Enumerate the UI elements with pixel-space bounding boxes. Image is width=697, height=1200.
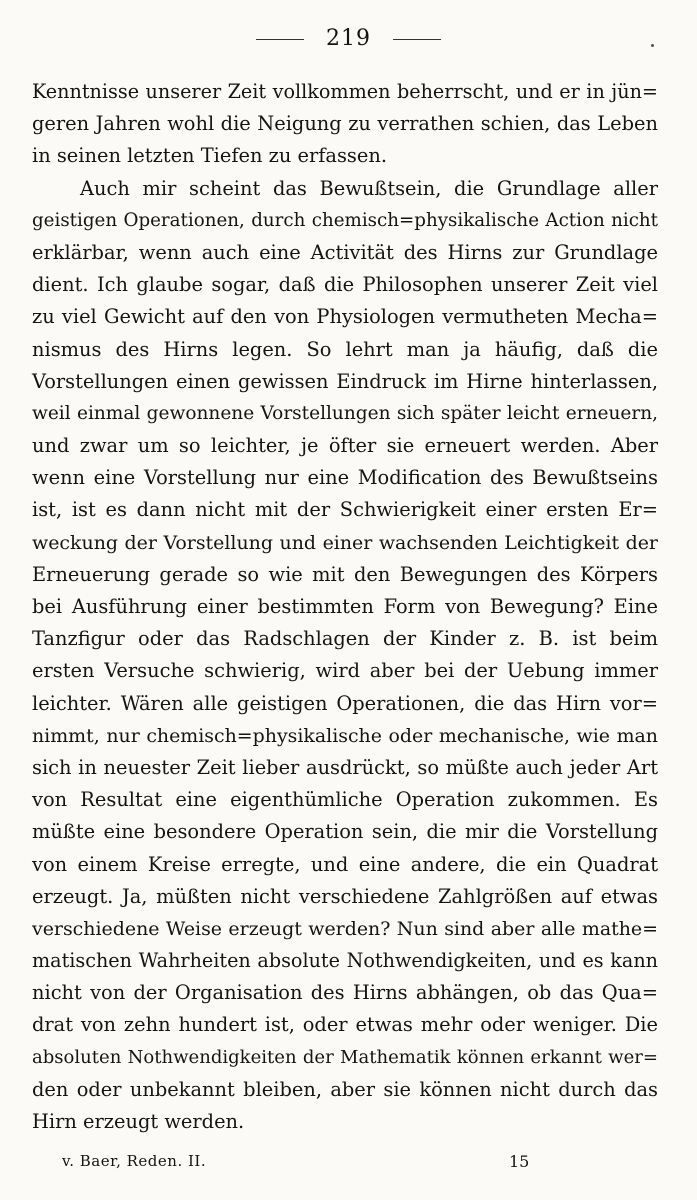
text-line: ersten Versuche schwierig, wird aber bei der Uebung immer	[32, 659, 658, 683]
text-line: drat von zehn hundert ist, oder etwas mehr oder weniger. Die	[32, 1013, 658, 1037]
text-line: Erneuerung gerade so wie mit den Bewegungen des Körpers	[32, 562, 658, 586]
sheet-number: 15	[509, 1152, 530, 1171]
header-rule-right	[393, 39, 441, 40]
text-line: nicht von der Organisation des Hirns abhängen, ob das Qua=	[32, 981, 658, 1005]
text-line: dient. Ich glaube sogar, daß die Philosophen unserer Zeit viel	[32, 273, 658, 297]
margin-dot	[651, 44, 654, 47]
text-line: leichter. Wären alle geistigen Operationen, die das Hirn vor=	[32, 691, 658, 715]
text-line: wenn eine Vorstellung nur eine Modification des Bewußtseins	[32, 466, 658, 490]
text-line: verschiedene Weise erzeugt werden? Nun sind aber alle mathe=	[32, 917, 658, 940]
text-line: müßte eine besondere Operation sein, die mir die Vorstellung	[32, 820, 658, 844]
text-line: weil einmal gewonnene Vorstellungen sich später leicht erneuern,	[32, 402, 658, 424]
text-line: Kenntnisse unserer Zeit vollkommen beherrscht, und er in jün=	[32, 80, 658, 103]
text-line: erklärbar, wenn auch eine Activität des Hirns zur Grundlage	[32, 240, 658, 264]
text-line: sich in neuester Zeit lieber ausdrückt, so müßte auch jeder Art	[32, 755, 658, 779]
text-line: und zwar um so leichter, je öfter sie erneuert werden. Aber	[32, 434, 658, 458]
text-line: ist, ist es dann nicht mit der Schwierigkeit einer ersten Er=	[32, 498, 658, 522]
text-line: geren Jahren wohl die Neigung zu verrathen schien, das Leben	[32, 112, 658, 136]
body-text	[32, 76, 658, 1138]
text-line: matischen Wahrheiten absolute Nothwendigkeiten, und es kann	[32, 949, 658, 973]
text-line: den oder unbekannt bleiben, aber sie können nicht durch das	[32, 1077, 658, 1101]
text-line: von einem Kreise erregte, und eine andere, die ein Quadrat	[32, 852, 658, 876]
text-line: in seinen letzten Tiefen zu erfassen.	[32, 144, 387, 168]
header-rule-left	[256, 39, 304, 40]
text-line: geistigen Operationen, durch chemisch=physikalische Action nicht	[32, 209, 658, 231]
text-line: zu viel Gewicht auf den von Physiologen vermutheten Mecha=	[32, 305, 658, 329]
text-line: Tanzfigur oder das Radschlagen der Kinder z. B. ist beim	[32, 627, 658, 651]
page-header	[0, 26, 697, 51]
page-number: 219	[326, 26, 371, 51]
text-line: nismus des Hirns legen. So lehrt man ja häufig, daß die	[32, 337, 658, 361]
page-footer	[0, 1152, 697, 1176]
text-line: absoluten Nothwendigkeiten der Mathematik können erkannt wer=	[32, 1046, 658, 1068]
text-line: von Resultat eine eigenthümliche Operation zukommen. Es	[32, 788, 658, 812]
text-line: Vorstellungen einen gewissen Eindruck im Hirne hinterlassen,	[32, 369, 658, 393]
text-line: Auch mir scheint das Bewußtsein, die Grundlage aller	[80, 176, 658, 200]
text-line: weckung der Vorstellung und einer wachsenden Leichtigkeit der	[32, 531, 658, 554]
signature-mark: v. Baer, Reden. II.	[62, 1152, 207, 1170]
text-line: erzeugt. Ja, müßten nicht verschiedene Zahlgrößen auf etwas	[32, 884, 658, 908]
text-line: bei Ausführung einer bestimmten Form von Bewegung? Eine	[32, 595, 658, 618]
text-line: Hirn erzeugt werden.	[32, 1110, 245, 1133]
text-line: nimmt, nur chemisch=physikalische oder mechanische, wie man	[32, 724, 658, 747]
